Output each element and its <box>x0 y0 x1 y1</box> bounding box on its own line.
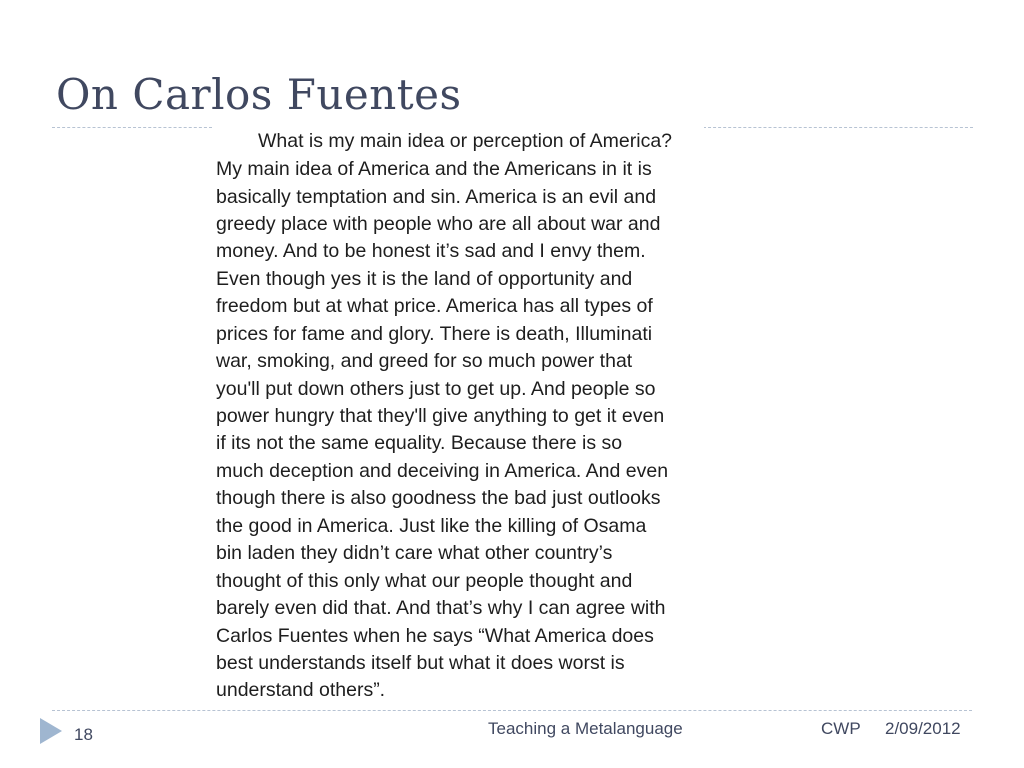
scan-line: you'll put down others just to get up. And people so <box>216 378 656 400</box>
scan-line: My main idea of America and the Americans in it is <box>216 158 652 180</box>
footer-date: 2/09/2012 <box>885 719 961 738</box>
scan-line: understand others”. <box>216 679 386 701</box>
scan-line: basically temptation and sin. America is an evil and <box>216 186 657 208</box>
scan-line: the good in America. Just like the killing of Osama <box>216 515 647 537</box>
scan-line: best understands itself but what it does worst is <box>216 652 625 674</box>
scan-line: thought of this only what our people thought and <box>216 570 633 592</box>
title-divider-left <box>52 127 212 128</box>
scan-line: money. And to be honest it’s sad and I envy them. <box>216 240 646 262</box>
scan-line: Even though yes it is the land of opportunity and <box>216 268 633 290</box>
footer-author: CWP <box>821 719 861 738</box>
footer-presentation-title: Teaching a Metalanguage <box>488 719 683 738</box>
scan-line: much deception and deceiving in America. And even <box>216 460 669 482</box>
slide-bullet-arrow-icon <box>40 718 62 744</box>
footer-divider <box>52 710 972 711</box>
scan-line: power hungry that they'll give anything to get it even <box>216 405 665 427</box>
scan-line: bin laden they didn’t care what other country’s <box>216 542 613 564</box>
scanned-text-image <box>212 126 704 706</box>
scan-line: barely even did that. And that’s why I can agree with <box>216 597 666 619</box>
scan-line: though there is also goodness the bad just outlooks <box>216 487 661 509</box>
slide-title: On Carlos Fuentes <box>56 70 462 119</box>
scan-line: war, smoking, and greed for so much power that <box>216 350 633 372</box>
scan-line: What is my main idea or perception of America? <box>258 130 673 152</box>
slide-number: 18 <box>74 725 93 744</box>
scan-line: freedom but at what price. America has all types of <box>216 295 653 317</box>
scan-line: greedy place with people who are all about war and <box>216 213 661 235</box>
scan-line: prices for fame and glory. There is death, Illuminati <box>216 323 653 345</box>
scan-line: if its not the same equality. Because there is so <box>216 432 623 454</box>
scan-line: Carlos Fuentes when he says “What America does <box>216 625 654 647</box>
title-divider-right <box>703 127 973 128</box>
